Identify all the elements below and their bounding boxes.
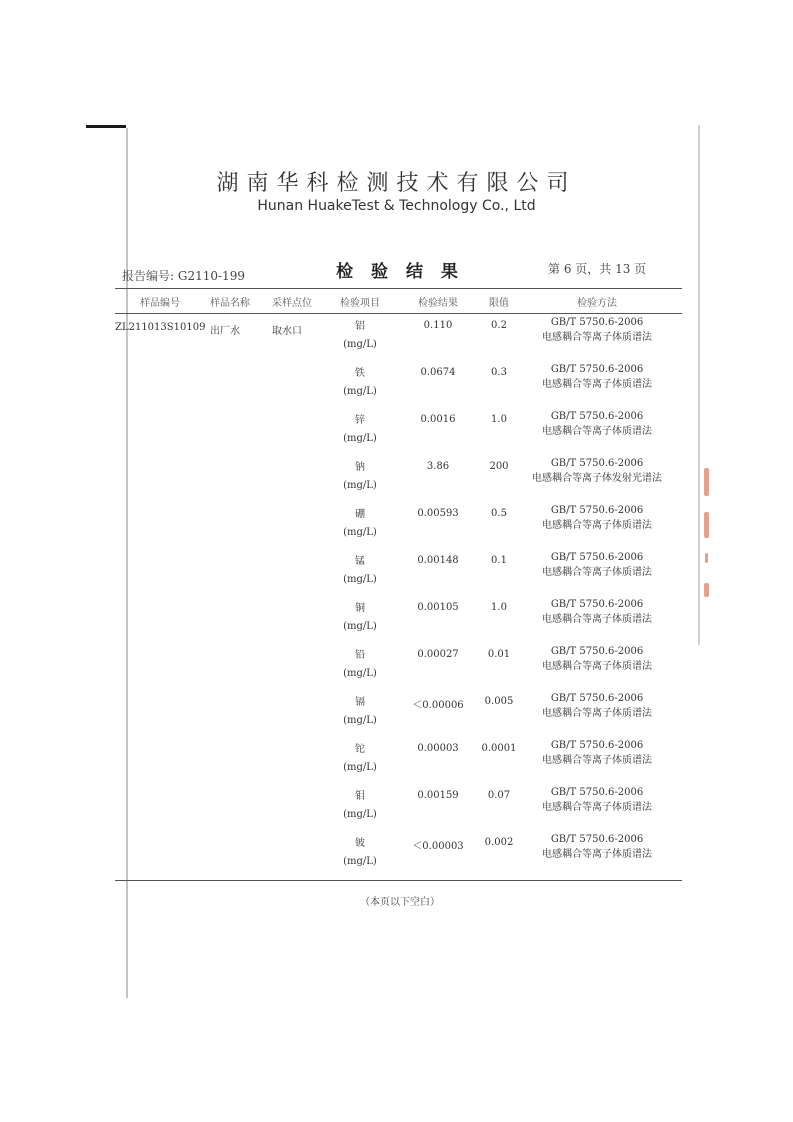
sampling-point: 取水口 bbox=[272, 326, 302, 337]
test-item-name: 铍 bbox=[355, 838, 365, 849]
test-method bbox=[522, 738, 672, 768]
test-method bbox=[522, 503, 672, 533]
test-result: 3.86 bbox=[426, 461, 450, 472]
test-item bbox=[330, 365, 390, 401]
test-item-name: 铝 bbox=[355, 321, 365, 332]
test-result: ＜0.00006 bbox=[412, 700, 464, 711]
test-item-unit: (mg/L) bbox=[343, 386, 377, 397]
test-method bbox=[522, 409, 672, 439]
test-method bbox=[522, 644, 672, 674]
test-item-name: 镉 bbox=[355, 697, 365, 708]
test-limit: 0.005 bbox=[484, 696, 514, 707]
test-method-name: 电感耦合等离子体质谱法 bbox=[542, 520, 652, 531]
test-method-standard: GB/T 5750.6-2006 bbox=[550, 834, 644, 845]
scan-edge-top bbox=[86, 125, 126, 128]
test-limit: 0.3 bbox=[491, 367, 507, 378]
test-method-standard: GB/T 5750.6-2006 bbox=[550, 599, 644, 610]
test-result: 0.00027 bbox=[417, 649, 459, 660]
report-number-label: 报告编号: bbox=[122, 269, 175, 283]
test-item bbox=[330, 694, 390, 730]
test-item-name: 铊 bbox=[355, 744, 365, 755]
test-result: 0.110 bbox=[423, 320, 453, 331]
test-method-name: 电感耦合等离子体质谱法 bbox=[542, 379, 652, 390]
test-item-unit: (mg/L) bbox=[343, 527, 377, 538]
test-method bbox=[522, 550, 672, 580]
document-title: 检 验 结 果 bbox=[336, 262, 464, 282]
seal-fragment bbox=[705, 553, 708, 563]
test-limit: 0.5 bbox=[491, 508, 507, 519]
report-number-value: G2110-199 bbox=[177, 269, 245, 283]
test-limit: 200 bbox=[489, 461, 509, 472]
test-item-name: 铅 bbox=[355, 650, 365, 661]
test-item-unit: (mg/L) bbox=[343, 339, 377, 350]
test-method-standard: GB/T 5750.6-2006 bbox=[550, 787, 644, 798]
col-header-sampling-point: 采样点位 bbox=[272, 298, 312, 309]
company-name-en: Hunan HuakeTest & Technology Co., Ltd bbox=[257, 198, 536, 214]
test-method-name: 电感耦合等离子体质谱法 bbox=[542, 614, 652, 625]
test-method-name: 电感耦合等离子体发射光谱法 bbox=[532, 473, 662, 484]
test-item-name: 钠 bbox=[355, 462, 365, 473]
test-item bbox=[330, 506, 390, 542]
test-limit: 0.1 bbox=[491, 555, 507, 566]
test-result: 0.0016 bbox=[420, 414, 456, 425]
test-item-name: 铁 bbox=[355, 368, 365, 379]
col-header-sample-name: 样品名称 bbox=[210, 298, 250, 309]
test-method-name: 电感耦合等离子体质谱法 bbox=[542, 426, 652, 437]
test-method-standard: GB/T 5750.6-2006 bbox=[550, 505, 644, 516]
test-item-unit: (mg/L) bbox=[343, 480, 377, 491]
test-method-name: 电感耦合等离子体质谱法 bbox=[542, 661, 652, 672]
test-result: 0.00593 bbox=[417, 508, 459, 519]
test-item-unit: (mg/L) bbox=[343, 574, 377, 585]
test-method-standard: GB/T 5750.6-2006 bbox=[550, 458, 644, 469]
test-limit: 0.0001 bbox=[481, 743, 517, 754]
test-item-unit: (mg/L) bbox=[343, 621, 377, 632]
test-item-unit: (mg/L) bbox=[343, 762, 377, 773]
test-item-unit: (mg/L) bbox=[343, 856, 377, 867]
test-item bbox=[330, 788, 390, 824]
page-info: 第 6 页，共 13 页 bbox=[548, 262, 647, 276]
test-method bbox=[522, 456, 672, 486]
seal-fragment bbox=[704, 468, 709, 496]
test-result: 0.00003 bbox=[417, 743, 459, 754]
test-item-name: 硼 bbox=[355, 509, 365, 520]
test-item-unit: (mg/L) bbox=[343, 433, 377, 444]
table-header-rule bbox=[115, 313, 682, 314]
test-item-name: 锌 bbox=[355, 415, 365, 426]
test-method-name: 电感耦合等离子体质谱法 bbox=[542, 802, 652, 813]
test-item bbox=[330, 835, 390, 871]
test-method-standard: GB/T 5750.6-2006 bbox=[550, 411, 644, 422]
test-item-unit: (mg/L) bbox=[343, 668, 377, 679]
company-name-cn: 湖南华科检测技术有限公司 bbox=[216, 171, 577, 196]
col-header-limit: 限值 bbox=[489, 298, 509, 309]
test-item-name: 锰 bbox=[355, 556, 365, 567]
test-result: 0.00105 bbox=[417, 602, 459, 613]
test-method-standard: GB/T 5750.6-2006 bbox=[550, 552, 644, 563]
blank-below-note: （本页以下空白） bbox=[360, 897, 440, 908]
table-bottom-rule bbox=[115, 880, 682, 881]
test-method-standard: GB/T 5750.6-2006 bbox=[550, 693, 644, 704]
test-method-standard: GB/T 5750.6-2006 bbox=[550, 740, 644, 751]
test-method-name: 电感耦合等离子体质谱法 bbox=[542, 567, 652, 578]
test-item bbox=[330, 741, 390, 777]
test-item-name: 钼 bbox=[355, 791, 365, 802]
test-result: 0.00148 bbox=[417, 555, 459, 566]
test-limit: 0.2 bbox=[491, 320, 507, 331]
test-method-standard: GB/T 5750.6-2006 bbox=[550, 646, 644, 657]
test-method-name: 电感耦合等离子体质谱法 bbox=[542, 332, 652, 343]
seal-fragment bbox=[704, 512, 709, 538]
test-item-unit: (mg/L) bbox=[343, 809, 377, 820]
col-header-method: 检验方法 bbox=[577, 298, 617, 309]
test-limit: 1.0 bbox=[491, 602, 507, 613]
scan-edge-left bbox=[126, 128, 128, 998]
test-item bbox=[330, 600, 390, 636]
test-method bbox=[522, 597, 672, 627]
col-header-test-item: 检验项目 bbox=[340, 298, 380, 309]
test-method-name: 电感耦合等离子体质谱法 bbox=[542, 849, 652, 860]
test-item bbox=[330, 318, 390, 354]
test-method bbox=[522, 315, 672, 345]
col-header-result: 检验结果 bbox=[418, 298, 458, 309]
test-method-standard: GB/T 5750.6-2006 bbox=[550, 317, 644, 328]
test-item-name: 铜 bbox=[355, 603, 365, 614]
test-item bbox=[330, 553, 390, 589]
test-result: 0.0674 bbox=[420, 367, 456, 378]
test-item bbox=[330, 412, 390, 448]
col-header-sample-id: 样品编号 bbox=[140, 298, 180, 309]
test-item-unit: (mg/L) bbox=[343, 715, 377, 726]
seal-fragment bbox=[704, 583, 709, 597]
test-limit: 0.07 bbox=[487, 790, 511, 801]
test-result: ＜0.00003 bbox=[412, 841, 464, 852]
test-limit: 0.002 bbox=[484, 837, 514, 848]
sample-name: 出厂水 bbox=[210, 326, 240, 337]
table-top-rule bbox=[115, 288, 682, 289]
test-method-name: 电感耦合等离子体质谱法 bbox=[542, 708, 652, 719]
test-method bbox=[522, 362, 672, 392]
test-result: 0.00159 bbox=[417, 790, 459, 801]
test-method bbox=[522, 832, 672, 862]
test-method bbox=[522, 691, 672, 721]
test-method-name: 电感耦合等离子体质谱法 bbox=[542, 755, 652, 766]
sample-id: ZL211013S10109 bbox=[115, 322, 206, 333]
test-item bbox=[330, 647, 390, 683]
test-limit: 1.0 bbox=[491, 414, 507, 425]
report-number bbox=[122, 267, 245, 284]
test-item bbox=[330, 459, 390, 495]
test-method-standard: GB/T 5750.6-2006 bbox=[550, 364, 644, 375]
test-method bbox=[522, 785, 672, 815]
test-limit: 0.01 bbox=[487, 649, 511, 660]
